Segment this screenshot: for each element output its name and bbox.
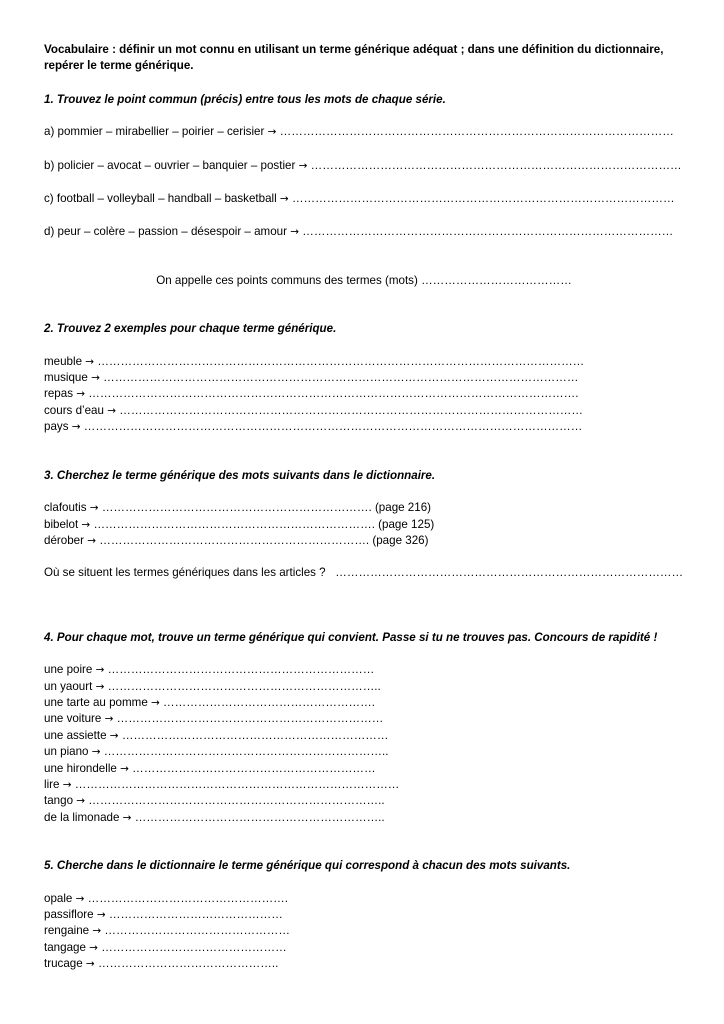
item-label: pays xyxy=(44,420,69,434)
list-item xyxy=(44,923,684,939)
answer-blank[interactable]: ……………………………………………………………………………………………………………… xyxy=(97,354,585,368)
location-question xyxy=(44,565,684,581)
list-item xyxy=(44,354,684,370)
item-label: trucage xyxy=(44,957,83,971)
item-label: opale xyxy=(44,891,73,905)
conclusion-label: On appelle ces points communs des termes (mots) xyxy=(156,273,418,287)
arrow-icon: → xyxy=(151,696,160,709)
answer-blank[interactable]: …………………………………………………………………………………………………………… xyxy=(103,371,579,385)
list-item xyxy=(44,370,684,386)
item-label: tango xyxy=(44,794,74,808)
item-label: un piano xyxy=(44,745,89,759)
arrow-icon: → xyxy=(279,193,289,206)
list-item xyxy=(44,744,684,760)
answer-blank[interactable]: ……………………………………………………………. xyxy=(101,501,372,515)
answer-blank[interactable]: ……………………………………………………….. xyxy=(134,810,385,824)
arrow-icon: → xyxy=(89,502,99,515)
answer-blank[interactable]: ………………………………………………………………………………………………………… xyxy=(119,403,583,417)
arrow-icon: → xyxy=(71,421,81,434)
arrow-icon: → xyxy=(76,795,86,808)
arrow-icon: → xyxy=(87,534,97,547)
series-label: c) football – volleyball – handball – basketball xyxy=(44,192,277,206)
arrow-icon: → xyxy=(89,941,98,954)
answer-blank[interactable]: …………………………………………………………………………………… xyxy=(302,225,674,239)
arrow-icon: → xyxy=(109,729,119,742)
answer-blank[interactable]: ………………………………………………. xyxy=(163,695,375,709)
arrow-icon: → xyxy=(122,811,132,824)
list-item xyxy=(44,761,684,777)
item-label: musique xyxy=(44,371,88,385)
item-label: une tarte au pomme xyxy=(44,695,148,709)
answer-blank[interactable]: ……………………………………………………………. xyxy=(99,533,370,547)
arrow-icon: → xyxy=(91,372,100,385)
list-item xyxy=(44,695,684,711)
answer-blank[interactable]: ……………………………………… xyxy=(108,908,283,921)
rapidity-list xyxy=(44,662,684,826)
arrow-icon: → xyxy=(91,746,101,759)
item-label: une hirondelle xyxy=(44,761,117,775)
answer-blank[interactable]: ………………………………………………………………………………………………………………. xyxy=(88,387,579,401)
list-item xyxy=(44,793,684,809)
series-label: b) policier – avocat – ouvrier – banquier – postier xyxy=(44,158,296,172)
item-label: repas xyxy=(44,387,74,401)
arrow-icon: → xyxy=(85,958,95,971)
arrow-icon: → xyxy=(62,778,72,791)
list-item xyxy=(44,662,684,678)
arrow-icon: → xyxy=(267,126,277,139)
series-line-d xyxy=(44,224,684,240)
answer-blank[interactable]: ………………………………………… xyxy=(101,940,287,954)
list-item xyxy=(44,679,684,695)
list-item xyxy=(44,500,684,516)
list-item xyxy=(44,777,684,793)
list-item xyxy=(44,403,684,419)
answer-blank[interactable]: ………………………………………… xyxy=(104,924,290,938)
series-line-a xyxy=(44,124,684,140)
answer-blank[interactable]: ………………………………… xyxy=(421,273,572,287)
list-item xyxy=(44,517,684,533)
worksheet xyxy=(44,42,684,973)
item-label: cours d’eau xyxy=(44,403,104,417)
item-label: tangage xyxy=(44,940,86,954)
list-item xyxy=(44,907,684,923)
arrow-icon: → xyxy=(85,355,95,368)
section4-title: 4. Pour chaque mot, trouve un terme générique qui convient. Passe si tu ne trouves pas. Concours de rapidité ! xyxy=(44,630,658,644)
list-item xyxy=(44,386,684,402)
item-label: un yaourt xyxy=(44,679,93,693)
answer-blank[interactable]: …………………………………………………………… xyxy=(121,728,389,742)
conclusion-line xyxy=(44,273,684,289)
item-label: de la limonade xyxy=(44,810,120,824)
section5-title: 5. Cherche dans le dictionnaire le terme générique qui correspond à chacun des mots suivants. xyxy=(44,859,571,873)
series-line-c xyxy=(44,191,684,207)
item-label: dérober xyxy=(44,533,84,547)
page-reference: (page 216) xyxy=(374,501,432,515)
answer-blank[interactable]: ……………………………………………………………………………………… xyxy=(291,192,675,206)
item-label: une poire xyxy=(44,663,93,677)
answer-blank[interactable]: …………………………………………………………………………………… xyxy=(310,158,682,172)
answer-blank[interactable]: ………………………………………………………………………………………………………………… xyxy=(83,420,583,434)
answer-blank[interactable]: …………………………………………………………… xyxy=(116,712,384,726)
arrow-icon: → xyxy=(298,159,308,172)
answer-blank[interactable]: ………………………………………………………………………… xyxy=(74,777,400,791)
item-label: rengaine xyxy=(44,924,90,938)
list-item xyxy=(44,810,684,826)
item-label: une assiette xyxy=(44,728,107,742)
list-item xyxy=(44,940,684,956)
item-label: meuble xyxy=(44,354,83,368)
series-label: a) pommier – mirabellier – poirier – cerisier xyxy=(44,125,265,139)
answer-blank[interactable]: ……………………………………………………………….. xyxy=(103,745,389,759)
arrow-icon: → xyxy=(107,404,116,417)
series-line-b xyxy=(44,158,684,174)
list-item xyxy=(44,419,684,435)
arrow-icon: → xyxy=(96,909,106,921)
worksheet-intro: Vocabulaire : définir un mot connu en utilisant un terme générique adéquat ; dans une définition du dictionnaire, repérer le terme générique. xyxy=(44,43,664,73)
series-label: d) peur – colère – passion – désespoir – amour xyxy=(44,225,287,239)
page-reference: (page 326) xyxy=(372,533,429,547)
question-label: Où se situent les termes génériques dans les articles ? xyxy=(44,566,326,580)
list-item xyxy=(44,728,684,744)
item-label: clafoutis xyxy=(44,501,87,515)
section3-title: 3. Cherchez le terme générique des mots suivants dans le dictionnaire. xyxy=(44,468,436,482)
answer-blank[interactable]: ……………………………………………………… xyxy=(132,761,376,775)
examples-list xyxy=(44,354,684,436)
arrow-icon: → xyxy=(81,518,91,531)
list-item xyxy=(44,711,684,727)
section2-title: 2. Trouvez 2 exemples pour chaque terme générique. xyxy=(44,322,337,336)
arrow-icon: → xyxy=(76,388,86,401)
dictionary-list xyxy=(44,500,684,549)
answer-blank[interactable]: ……………………………………………………………………………… xyxy=(335,566,684,580)
answer-blank[interactable]: ………………………………………………………………. xyxy=(93,517,375,531)
answer-blank[interactable]: ………………………………………………………………….. xyxy=(88,794,385,808)
arrow-icon: → xyxy=(95,664,105,677)
list-item xyxy=(44,956,684,972)
arrow-icon: → xyxy=(95,680,105,693)
item-label: une voiture xyxy=(44,712,102,726)
answer-blank[interactable]: …………………………………………………………….. xyxy=(107,679,381,693)
item-label: passiflore xyxy=(44,908,94,921)
answer-blank[interactable]: ……………………………………….. xyxy=(97,957,279,971)
list-item xyxy=(44,891,684,907)
arrow-icon: → xyxy=(92,925,102,938)
arrow-icon: → xyxy=(120,762,129,775)
answer-blank[interactable]: ……………………………………………. xyxy=(87,891,288,905)
list-item xyxy=(44,533,684,549)
answer-blank[interactable]: ………………………………………………………………………………………… xyxy=(279,125,674,139)
arrow-icon: → xyxy=(104,713,114,726)
dictionary-terms-list xyxy=(44,891,684,973)
item-label: lire xyxy=(44,777,60,791)
arrow-icon: → xyxy=(290,226,300,239)
answer-blank[interactable]: …………………………………………………………… xyxy=(107,663,375,677)
arrow-icon: → xyxy=(75,892,85,905)
section1-title: 1. Trouvez le point commun (précis) entre tous les mots de chaque série. xyxy=(44,92,446,106)
item-label: bibelot xyxy=(44,517,79,531)
page-reference: (page 125) xyxy=(378,517,435,531)
